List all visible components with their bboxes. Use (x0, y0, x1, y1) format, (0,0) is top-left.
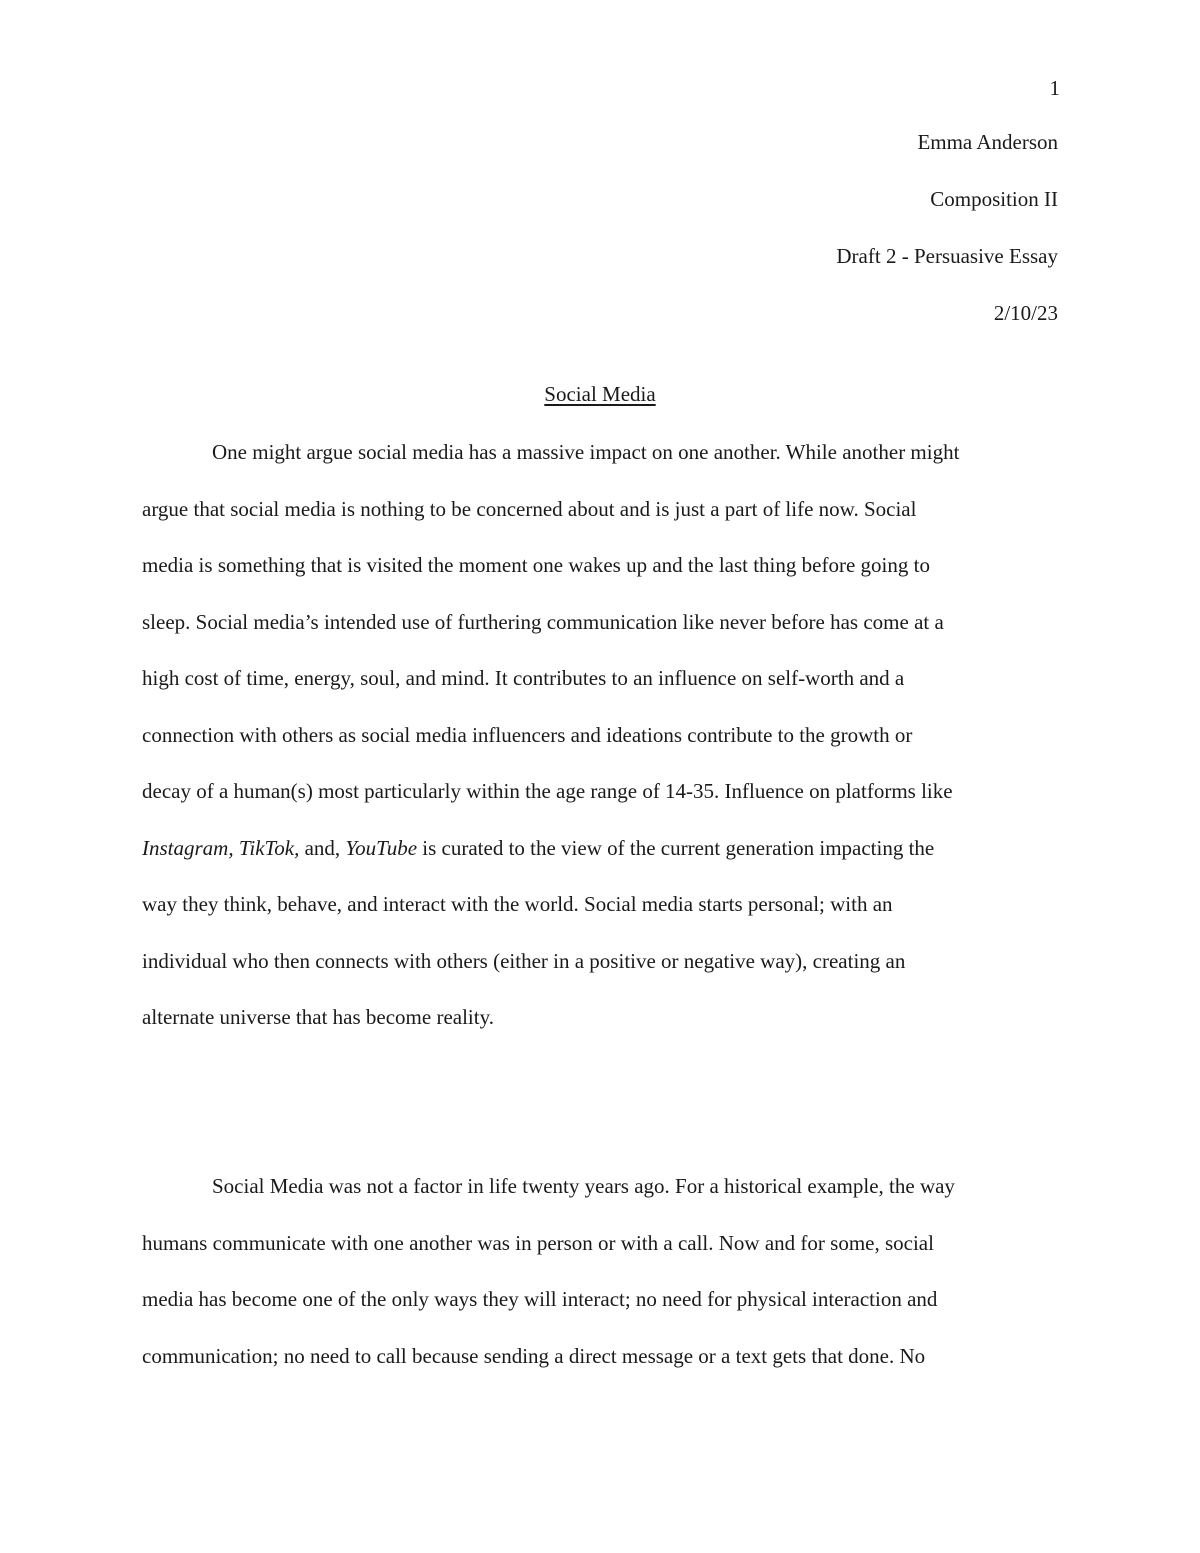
paragraph-line: argue that social media is nothing to be concerned about and is just a part of life now. Social (142, 496, 917, 521)
header-block (836, 128, 1058, 356)
date: 2/10/23 (993, 301, 1058, 325)
paragraph-line: media has become one of the only ways they will interact; no need for physical interaction and (142, 1287, 938, 1311)
page-number: 1 (1049, 76, 1060, 100)
platform-tiktok: TikTok, (238, 835, 300, 860)
paragraph-text: is curated to the view of the current generation impacting the (422, 835, 935, 860)
paragraph-line: high cost of time, energy, soul, and mind. It contributes to an influence on self-worth and a (142, 666, 905, 690)
paragraph-line: sleep. Social media’s intended use of furthering communication like never before has come at a (142, 609, 944, 634)
paragraph-line: Social Media was not a factor in life twenty years ago. For a historical example, the way (212, 1174, 955, 1198)
platform-youtube: YouTube (345, 835, 418, 860)
paragraph-line: decay of a human(s) most particularly within the age range of 14-35. Influence on platforms like (142, 779, 953, 803)
platform-instagram: Instagram, (142, 835, 234, 860)
paragraph-word: and, (304, 835, 341, 860)
paragraph-line: individual who then connects with others (either in a positive or negative way), creating an (142, 948, 906, 973)
paragraph-line: alternate universe that has become reality. (142, 1005, 494, 1029)
paragraph-1 (142, 424, 1058, 1046)
paragraph-line-platforms (142, 820, 1058, 877)
paragraph-line: One might argue social media has a massive impact on one another. While another might (212, 440, 960, 464)
paragraph-line: media is something that is visited the moment one wakes up and the last thing before going to (142, 553, 930, 577)
essay-title: Social Media (544, 382, 656, 406)
paragraph-line: connection with others as social media influencers and ideations contribute to the growth or (142, 722, 913, 747)
author-name: Emma Anderson (917, 130, 1058, 154)
paragraph-line: humans communicate with one another was in person or with a call. Now and for some, social (142, 1230, 934, 1255)
paragraph-line: communication; no need to call because sending a direct message or a text gets that done. No (142, 1343, 926, 1368)
assignment-name: Draft 2 - Persuasive Essay (836, 244, 1058, 268)
paragraph-2 (142, 1158, 1058, 1384)
course-name: Composition II (930, 187, 1058, 211)
paragraph-line: way they think, behave, and interact with the world. Social media starts personal; with an (142, 892, 893, 916)
